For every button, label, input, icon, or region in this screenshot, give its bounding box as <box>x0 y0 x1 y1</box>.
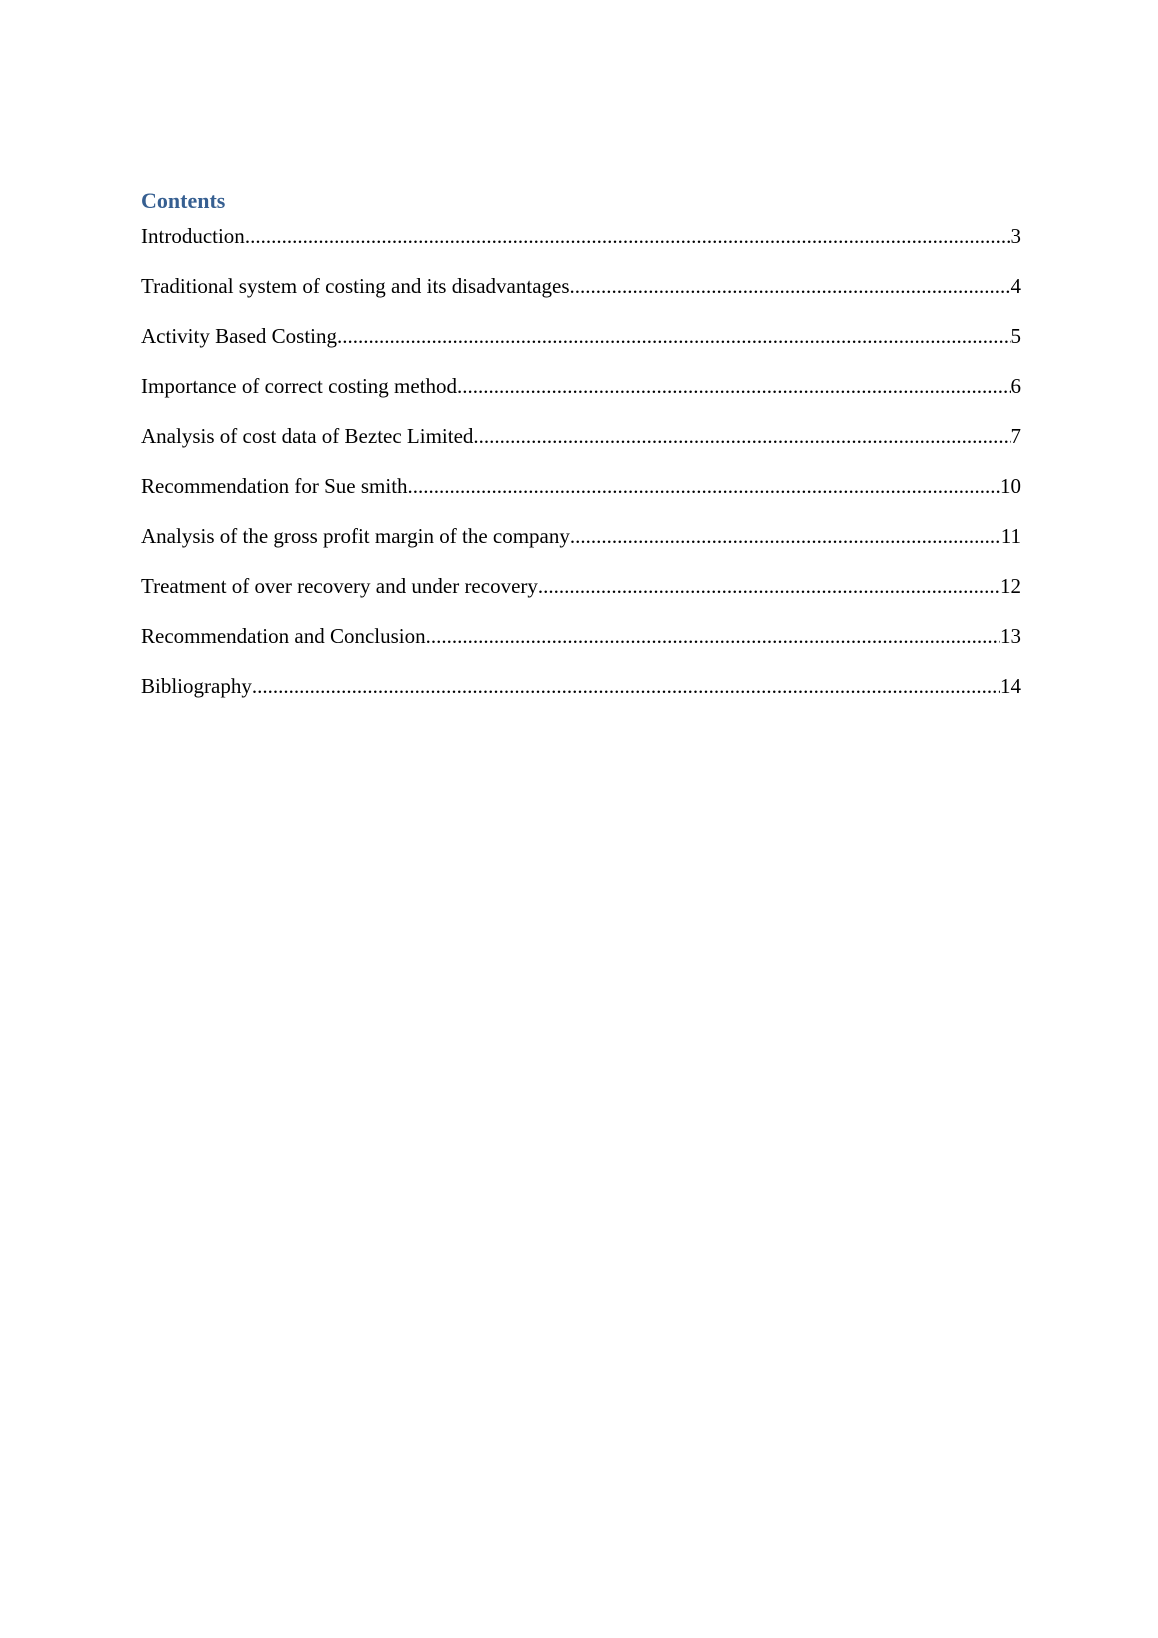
toc-entry-title: Introduction <box>141 224 245 248</box>
toc-entry-page: 10 <box>1000 474 1021 498</box>
toc-entry-title: Bibliography <box>141 674 252 698</box>
toc-dot-leader <box>426 622 1000 650</box>
toc-entry-page: 7 <box>1010 424 1021 448</box>
toc-dot-leader <box>570 522 1001 550</box>
toc-entry-page: 3 <box>1010 224 1021 248</box>
toc-entry-page: 12 <box>1000 574 1021 598</box>
toc-dot-leader <box>337 322 1011 350</box>
toc-entry-page: 11 <box>1000 524 1021 548</box>
toc-list <box>141 222 1021 722</box>
toc-dot-leader <box>457 372 1010 400</box>
toc-heading: Contents <box>141 188 226 213</box>
toc-dot-leader <box>473 422 1010 450</box>
toc-entry-gross-profit-margin[interactable] <box>141 522 1021 572</box>
toc-dot-leader <box>252 672 1000 700</box>
toc-entry-importance-costing-method[interactable] <box>141 372 1021 422</box>
toc-entry-title: Traditional system of costing and its disadvantages <box>141 274 570 298</box>
toc-entry-analysis-cost-data[interactable] <box>141 422 1021 472</box>
toc-dot-leader <box>408 472 1000 500</box>
toc-entry-title: Importance of correct costing method <box>141 374 458 398</box>
table-of-contents <box>141 186 1021 722</box>
toc-entry-bibliography[interactable] <box>141 672 1021 722</box>
toc-entry-page: 4 <box>1010 274 1021 298</box>
toc-entry-title: Recommendation and Conclusion <box>141 624 426 648</box>
toc-entry-activity-based-costing[interactable] <box>141 322 1021 372</box>
toc-entry-title: Analysis of cost data of Beztec Limited <box>141 424 474 448</box>
toc-entry-title: Treatment of over recovery and under recovery <box>141 574 538 598</box>
toc-entry-page: 6 <box>1010 374 1021 398</box>
toc-entry-page: 14 <box>1000 674 1021 698</box>
toc-entry-over-under-recovery[interactable] <box>141 572 1021 622</box>
toc-dot-leader <box>538 572 1000 600</box>
toc-entry-introduction[interactable] <box>141 222 1021 272</box>
toc-entry-recommendation-sue-smith[interactable] <box>141 472 1021 522</box>
toc-entry-page: 5 <box>1010 324 1021 348</box>
toc-entry-title: Recommendation for Sue smith <box>141 474 408 498</box>
toc-dot-leader <box>245 222 1011 250</box>
toc-entry-title: Analysis of the gross profit margin of the company <box>141 524 570 548</box>
toc-entry-page: 13 <box>1000 624 1021 648</box>
toc-dot-leader <box>570 272 1011 300</box>
toc-entry-recommendation-conclusion[interactable] <box>141 622 1021 672</box>
toc-entry-title: Activity Based Costing <box>141 324 337 348</box>
toc-entry-traditional-costing[interactable] <box>141 272 1021 322</box>
